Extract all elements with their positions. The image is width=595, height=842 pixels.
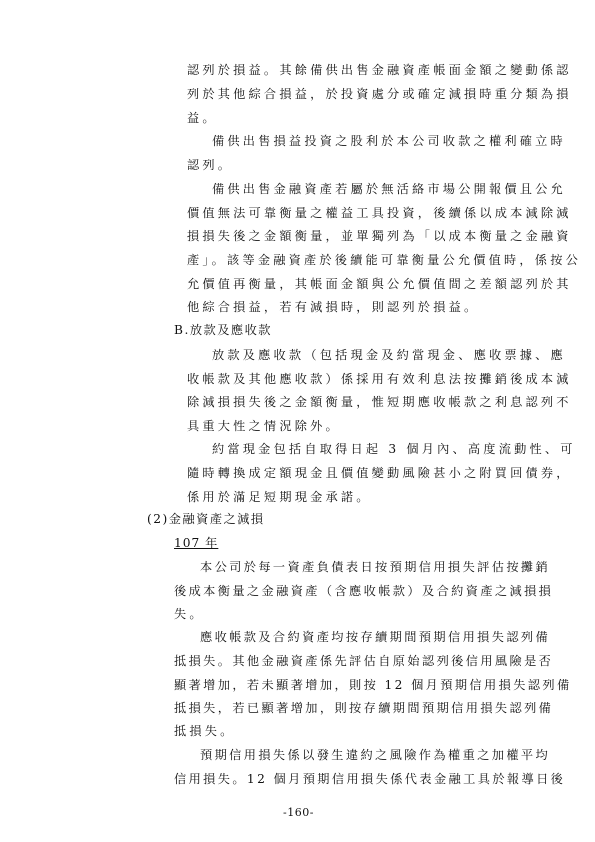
text-line: 放款及應收款（包括現金及約當現金、應收票據、應 (212, 348, 566, 362)
text-line: 益。 (187, 111, 218, 125)
text-line: 損損失後之金額衡量，並單獨列為「以成本衡量之金融資 (187, 229, 572, 243)
text-line: 應收帳款及合約資產均按存續期間預期信用損失認列備 (200, 630, 551, 644)
text-line: 備供出售損益投資之股利於本公司收款之權利確立時 (212, 134, 566, 148)
text-line: 係用於滿足短期現金承諾。 (187, 490, 372, 504)
text-line: 收帳款及其他應收款）係採用有效利息法按攤銷後成本減 (187, 372, 572, 386)
year-heading: 107 年 (174, 536, 219, 550)
text-line: 隨時轉換成定額現金且價值變動風險甚小之附買回債券， (187, 466, 572, 480)
text-line: 信用損失。12 個月預期信用損失係代表金融工具於報導日後 (174, 772, 566, 786)
text-line: 抵損失。 (174, 724, 236, 738)
text-line: 約當現金包括自取得日起 3 個月內、高度流動性、可 (212, 442, 576, 456)
text-line: 顯著增加，若未顯著增加，則按 12 個月預期信用損失認列備 (174, 678, 572, 692)
text-line: 具重大性之情況除外。 (187, 419, 341, 433)
text-line: 認列。 (187, 158, 234, 172)
text-line: 備供出售金融資產若屬於無活絡市場公開報價且公允 (212, 182, 566, 196)
text-line: 失。 (174, 607, 205, 621)
text-line: 預期信用損失係以發生違約之風險作為權重之加權平均 (200, 748, 551, 762)
section-heading: B.放款及應收款 (174, 323, 272, 337)
text-line: 產」。該等金融資產於後續能可靠衡量公允價值時，係按公 (187, 253, 581, 267)
text-line: 允價值再衡量，其帳面金額與公允價值間之差額認列於其 (187, 277, 572, 291)
text-line: 本公司於每一資產負債表日按預期信用損失評估按攤銷 (200, 560, 551, 574)
text-line: 認列於損益。其餘備供出售金融資產帳面金額之變動係認 (187, 63, 572, 77)
page-number: -160- (283, 806, 314, 819)
text-line: 後成本衡量之金融資產（含應收帳款）及合約資產之減損損 (174, 584, 554, 598)
text-line: 抵損失，若已顯著增加，則按存續期間預期信用損失認列備 (174, 701, 554, 715)
text-line: 除減損損失後之金額衡量，惟短期應收帳款之利息認列不 (187, 395, 572, 409)
text-line: 抵損失。其他金融資產係先評估自原始認列後信用風險是否 (174, 654, 554, 668)
text-line: 價值無法可靠衡量之權益工具投資，後續係以成本減除減 (187, 206, 572, 220)
text-line: 他綜合損益，若有減損時，則認列於損益。 (187, 300, 480, 314)
text-line: 列於其他綜合損益，於投資處分或確定減損時重分類為損 (187, 87, 572, 101)
section-heading: (2)金融資產之減損 (147, 512, 265, 526)
